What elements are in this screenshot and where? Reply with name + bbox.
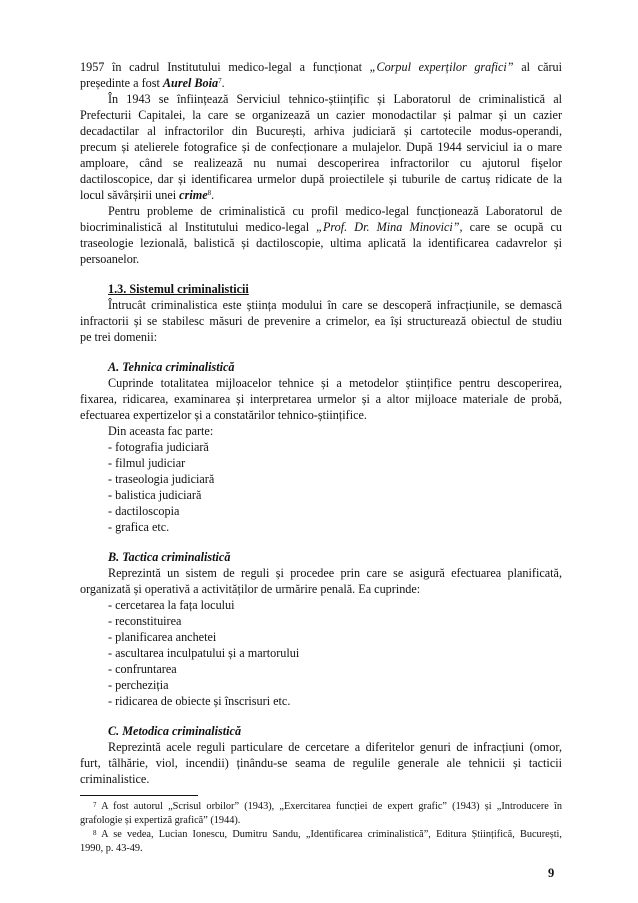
text-line: criminalistice. — [80, 772, 150, 786]
text-line: furt, tâlhărie, viol, incendii) ținându-se seama de regulile generale ale tehnicii și tacticii — [80, 756, 562, 770]
text-line: traseologie lezională, balistică și dactiloscopie, ultima aplicată la identificarea cadavrelor și — [80, 236, 562, 250]
footnote-8-cont: 1990, p. 43-49. — [80, 843, 143, 854]
text-line: În 1943 se înființează Serviciul tehnico-științific și Laboratorul de criminalistică al — [108, 92, 562, 106]
text-line: decadactilar al infractorilor din București, arhiva judiciară și cartotecile modus-operandi, — [80, 124, 562, 138]
footnote-7: $^7$ A fost autorul „Scrisul orbilor” (1943), „Exercitarea funcției de expert grafic” (1943) și „Introducere în — [93, 801, 562, 812]
text-line: precum și atelierele fotografice și de confecționare a mulajelor. După 1944 serviciul ia o mare — [80, 140, 562, 154]
text-line: Reprezintă un sistem de reguli și procedee prin care se asigură efectuarea planificată, — [108, 566, 562, 580]
list-item: - planificarea anchetei — [108, 630, 217, 644]
list-item: - grafica etc. — [108, 520, 170, 534]
text-line: Cuprinde totalitatea mijloacelor tehnice și a metodelor științifice pentru descoperirea, — [108, 376, 562, 390]
text-line: Reprezintă acele reguli particulare de cercetare a diferitelor genuri de infracțiuni (omor, — [108, 740, 562, 754]
list-item: - balistica judiciară — [108, 488, 202, 502]
footnote-ref-8[interactable]: 8 — [207, 189, 212, 197]
list-lead: Din aceasta fac parte: — [108, 424, 214, 438]
text-line: președinte a fost Aurel Boia$^7$. — [80, 76, 225, 90]
text-line: fixarea, ridicarea, examinarea și interpretarea urmelor și a altor mijloace materiale de probă, — [80, 392, 562, 406]
text-line: biocriminalistică al Institutului medico-legal „Prof. Dr. Mina Minovici”, care se ocupă cu — [80, 220, 562, 234]
text-line: Prefecturii Capitalei, la care se organizează un cazier monodactilar și palmar și un cazier — [80, 108, 562, 122]
text-line: dactiloscopice, dar și identificarea urmelor după proiectilele și tuburile de cartuș ridicate de la — [80, 172, 562, 186]
text-line: infractorii și se stabilesc măsuri de prevenire a crimelor, ea își structurează obiectul de studiu — [80, 314, 562, 328]
page-number: 9 — [548, 866, 555, 880]
list-item: - fotografia judiciară — [108, 440, 209, 454]
subsection-title-c: C. Metodica criminalistică — [108, 724, 242, 738]
text-line: efectuarea expertizelor și a constatărilor tehnico-științifice. — [80, 408, 367, 422]
list-item: - ascultarea inculpatului și a martorului — [108, 646, 300, 660]
text-line: 1957 în cadrul Institutului medico-legal a funcționat „Corpul experților grafici” al cărui — [80, 60, 563, 74]
list-item: - traseologia judiciară — [108, 472, 215, 486]
footnote-8: $^8$ A se vedea, Lucian Ionescu, Dumitru Sandu, „Identificarea criminalistică”, Editura Științifică, București, — [93, 829, 562, 840]
list-item: - cercetarea la fața locului — [108, 598, 235, 612]
text-line: persoanelor. — [80, 252, 140, 266]
list-item: - ridicarea de obiecte și înscrisuri etc. — [108, 694, 291, 708]
subsection-title-a: A. Tehnica criminalistică — [108, 360, 235, 374]
list-item: - percheziția — [108, 678, 169, 692]
text-line: organizată și operativă a activităților de urmărire penală. Ea cuprinde: — [80, 582, 421, 596]
list-item: - confruntarea — [108, 662, 177, 676]
list-item: - filmul judiciar — [108, 456, 186, 470]
text-line: Pentru probleme de criminalistică cu profil medico-legal funcționează Laboratorul de — [108, 204, 562, 218]
text-line: pe trei domenii: — [80, 330, 158, 344]
list-item: - reconstituirea — [108, 614, 182, 628]
text-line: amploare, când se realizează nu numai descoperirea infractorilor cu ajutorul fișelor — [80, 156, 562, 170]
section-heading: 1.3. Sistemul criminalisticii — [108, 282, 249, 296]
footnote-ref-7[interactable]: 7 — [218, 77, 222, 85]
text-line: locul săvârșirii unei crime$^8$. — [80, 188, 215, 202]
subsection-title-b: B. Tactica criminalistică — [108, 550, 231, 564]
footnote-7-cont: grafologie și expertiză grafică” (1944). — [80, 815, 241, 826]
list-item: - dactiloscopia — [108, 504, 180, 518]
text-line: Întrucât criminalistica este știința modului în care se descoperă infracțiunile, se demască — [108, 298, 562, 312]
footnote-separator — [80, 795, 198, 796]
